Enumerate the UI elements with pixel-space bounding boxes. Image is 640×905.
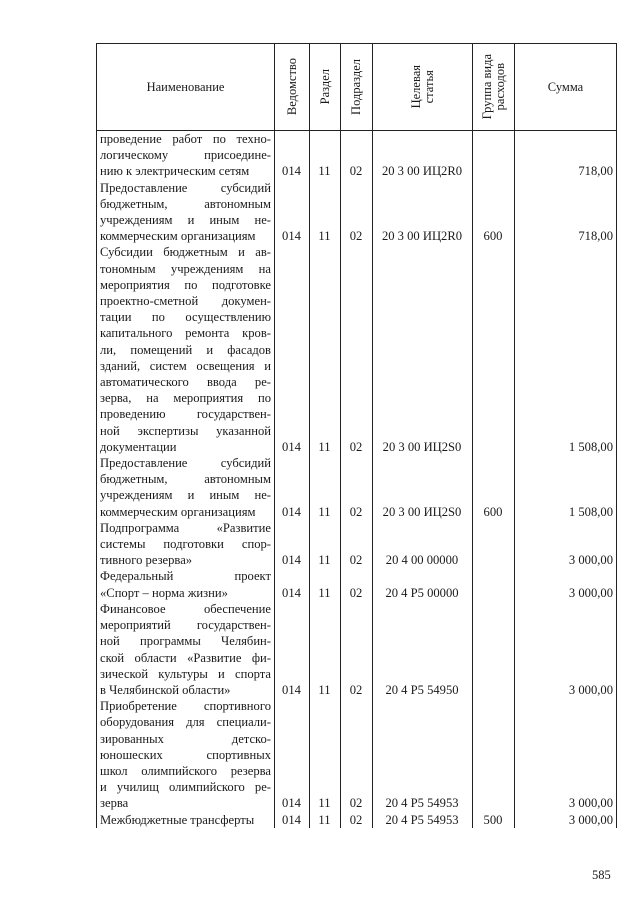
row-summa: 3 000,00 <box>515 698 617 811</box>
row-gruppa: 600 <box>473 455 515 520</box>
row-razdel: 11 <box>310 180 341 245</box>
row-name: Предоставление субсидий бюджетным, автономным учреждениям и иным не- коммерческим организациям <box>97 180 275 245</box>
row-vedomstvo: 014 <box>275 568 310 600</box>
row-razdel: 11 <box>310 812 341 828</box>
table-row <box>97 244 617 455</box>
header-razdel-text: Раздел <box>317 69 332 105</box>
row-razdel: 11 <box>310 244 341 455</box>
row-podrazdel: 02 <box>341 131 373 180</box>
row-razdel: 11 <box>310 698 341 811</box>
table-row <box>97 812 617 828</box>
header-name: Наименование <box>97 44 275 131</box>
table-row <box>97 698 617 811</box>
row-name: Подпрограмма «Развитие системы подготовки спор- тивного резерва» <box>97 520 275 569</box>
header-podrazdel-text: Подраздел <box>349 59 363 115</box>
row-vedomstvo: 014 <box>275 455 310 520</box>
row-gruppa: 600 <box>473 180 515 245</box>
row-podrazdel: 02 <box>341 455 373 520</box>
row-vedomstvo: 014 <box>275 180 310 245</box>
row-name: Финансовое обеспечение мероприятий государствен- ной программы Челябин- ской области «Развитие фи- зической культуры и спорта в Челябинской области» <box>97 601 275 698</box>
table-row <box>97 520 617 569</box>
table-row <box>97 455 617 520</box>
table-row <box>97 601 617 698</box>
row-podrazdel: 02 <box>341 568 373 600</box>
row-vedomstvo: 014 <box>275 812 310 828</box>
row-name: Предоставление субсидий бюджетным, автономным учреждениям и иным не- коммерческим организациям <box>97 455 275 520</box>
row-summa: 3 000,00 <box>515 568 617 600</box>
header-podrazdel <box>341 44 373 131</box>
row-podrazdel: 02 <box>341 698 373 811</box>
row-gruppa <box>473 131 515 180</box>
row-tselevaya-statya: 20 4 P5 54950 <box>373 601 473 698</box>
header-tselevaya-statya-text: Целевая статья <box>408 65 436 109</box>
row-gruppa <box>473 568 515 600</box>
header-gruppa <box>473 44 515 131</box>
row-razdel: 11 <box>310 131 341 180</box>
table-row <box>97 568 617 600</box>
row-vedomstvo: 014 <box>275 244 310 455</box>
row-podrazdel: 02 <box>341 520 373 569</box>
header-razdel <box>310 44 341 131</box>
row-podrazdel: 02 <box>341 180 373 245</box>
budget-table <box>96 43 617 828</box>
row-tselevaya-statya: 20 3 00 ИЦ2S0 <box>373 455 473 520</box>
row-vedomstvo: 014 <box>275 520 310 569</box>
row-tselevaya-statya: 20 4 P5 54953 <box>373 812 473 828</box>
header-summa: Сумма <box>515 44 617 131</box>
row-podrazdel: 02 <box>341 244 373 455</box>
row-gruppa <box>473 601 515 698</box>
row-summa: 1 508,00 <box>515 244 617 455</box>
row-summa: 718,00 <box>515 180 617 245</box>
header-vedomstvo-text: Ведомство <box>284 58 299 116</box>
row-tselevaya-statya: 20 3 00 ИЦ2R0 <box>373 180 473 245</box>
row-name: Межбюджетные трансферты <box>97 812 275 828</box>
table-header-row <box>97 44 617 131</box>
row-tselevaya-statya: 20 4 P5 54953 <box>373 698 473 811</box>
page-number: 585 <box>592 868 611 882</box>
row-podrazdel: 02 <box>341 812 373 828</box>
row-vedomstvo: 014 <box>275 131 310 180</box>
row-gruppa <box>473 244 515 455</box>
row-summa: 3 000,00 <box>515 812 617 828</box>
row-summa: 1 508,00 <box>515 455 617 520</box>
row-razdel: 11 <box>310 568 341 600</box>
header-gruppa-text: Группа вида расходов <box>479 54 507 120</box>
row-tselevaya-statya: 20 4 P5 00000 <box>373 568 473 600</box>
row-name: Федеральный проект «Спорт – норма жизни» <box>97 568 275 600</box>
row-summa: 718,00 <box>515 131 617 180</box>
row-tselevaya-statya: 20 4 00 00000 <box>373 520 473 569</box>
row-summa: 3 000,00 <box>515 601 617 698</box>
row-vedomstvo: 014 <box>275 698 310 811</box>
row-razdel: 11 <box>310 455 341 520</box>
row-summa: 3 000,00 <box>515 520 617 569</box>
row-vedomstvo: 014 <box>275 601 310 698</box>
row-razdel: 11 <box>310 601 341 698</box>
row-tselevaya-statya: 20 3 00 ИЦ2R0 <box>373 131 473 180</box>
table-row <box>97 180 617 245</box>
row-gruppa <box>473 520 515 569</box>
row-name: Субсидии бюджетным и ав- тономным учреждениям на мероприятия по подготовке проектно-сметной докумен- тации по осуществлению капитального ремонта кров- ли, помещений и фасадов зданий, систем освещения и автоматического ввода ре- зерва, на мероприятия по проведению государствен- ной экспертизы указанной документации <box>97 244 275 455</box>
row-gruppa: 500 <box>473 812 515 828</box>
row-podrazdel: 02 <box>341 601 373 698</box>
header-vedomstvo <box>275 44 310 131</box>
table-row <box>97 131 617 180</box>
header-tselevaya-statya <box>373 44 473 131</box>
row-name: Приобретение спортивного оборудования для специали- зированных детско- юношеских спортивных школ олимпийского резерва и училищ олимпийского ре- зерва <box>97 698 275 811</box>
row-gruppa <box>473 698 515 811</box>
row-razdel: 11 <box>310 520 341 569</box>
row-tselevaya-statya: 20 3 00 ИЦ2S0 <box>373 244 473 455</box>
row-name: проведение работ по техно- логическому присоедине- нию к электрическим сетям <box>97 131 275 180</box>
